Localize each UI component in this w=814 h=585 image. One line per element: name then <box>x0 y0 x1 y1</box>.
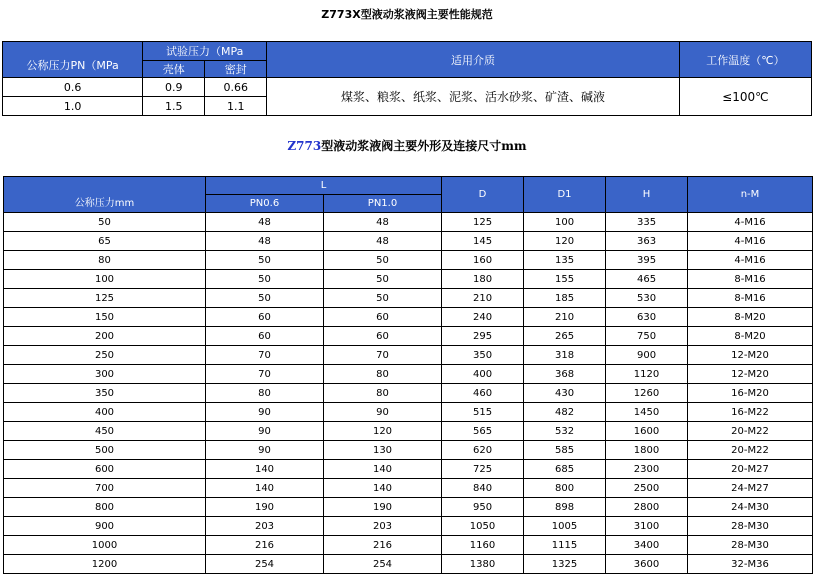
cell-n-m: 4-M16 <box>688 232 813 251</box>
cell-d1: 532 <box>524 422 606 441</box>
cell-h: 1120 <box>606 365 688 384</box>
cell-l-pn10: 80 <box>324 384 442 403</box>
cell-d1: 185 <box>524 289 606 308</box>
cell-d1: 368 <box>524 365 606 384</box>
cell-n-m: 16-M22 <box>688 403 813 422</box>
cell-nominal: 800 <box>4 498 206 517</box>
cell-d1: 120 <box>524 232 606 251</box>
cell-l-pn10: 130 <box>324 441 442 460</box>
table-row <box>4 441 813 460</box>
cell-l-pn06: 140 <box>206 479 324 498</box>
cell-nominal: 150 <box>4 308 206 327</box>
cell-l-pn10: 140 <box>324 479 442 498</box>
cell-d1: 155 <box>524 270 606 289</box>
cell-n-m: 28-M30 <box>688 536 813 555</box>
cell-nominal: 350 <box>4 384 206 403</box>
cell-d1: 482 <box>524 403 606 422</box>
table-row <box>4 403 813 422</box>
cell-l-pn10: 50 <box>324 251 442 270</box>
header-H: H <box>606 177 688 213</box>
cell-h: 2300 <box>606 460 688 479</box>
cell-n-m: 8-M20 <box>688 327 813 346</box>
cell-nominal: 450 <box>4 422 206 441</box>
cell-l-pn06: 48 <box>206 213 324 232</box>
cell-d1: 100 <box>524 213 606 232</box>
header-seal: 密封 <box>205 61 267 78</box>
cell-d: 725 <box>442 460 524 479</box>
cell-nominal: 250 <box>4 346 206 365</box>
table-row <box>4 327 813 346</box>
cell-d1: 318 <box>524 346 606 365</box>
cell-nominal: 300 <box>4 365 206 384</box>
cell-l-pn06: 90 <box>206 403 324 422</box>
cell-h: 1800 <box>606 441 688 460</box>
cell-h: 363 <box>606 232 688 251</box>
cell-n-m: 20-M22 <box>688 441 813 460</box>
cell-l-pn06: 50 <box>206 289 324 308</box>
cell-nominal: 200 <box>4 327 206 346</box>
cell-d: 1160 <box>442 536 524 555</box>
cell-l-pn06: 254 <box>206 555 324 574</box>
cell-n-m: 24-M30 <box>688 498 813 517</box>
cell-n-m: 4-M16 <box>688 251 813 270</box>
dimensions-table <box>3 176 813 574</box>
cell-n-m: 4-M16 <box>688 213 813 232</box>
cell-nominal: 500 <box>4 441 206 460</box>
cell-l-pn06: 80 <box>206 384 324 403</box>
table-row <box>4 232 813 251</box>
cell-d: 1050 <box>442 517 524 536</box>
performance-table <box>2 41 812 116</box>
cell-temperature: ≤100℃ <box>679 78 811 116</box>
cell-l-pn10: 190 <box>324 498 442 517</box>
header-D: D <box>442 177 524 213</box>
cell-nominal: 1000 <box>4 536 206 555</box>
cell-l-pn10: 254 <box>324 555 442 574</box>
cell-d: 125 <box>442 213 524 232</box>
cell-n-m: 32-M36 <box>688 555 813 574</box>
cell-l-pn10: 50 <box>324 270 442 289</box>
header-nominal: 公称压力mm <box>4 177 206 213</box>
header-pn10: PN1.0 <box>324 195 442 213</box>
cell-h: 2800 <box>606 498 688 517</box>
cell-h: 395 <box>606 251 688 270</box>
cell-d: 160 <box>442 251 524 270</box>
table-row <box>4 460 813 479</box>
cell-h: 1450 <box>606 403 688 422</box>
cell-d1: 1115 <box>524 536 606 555</box>
header-test-pressure: 试验压力（MPa <box>143 42 267 61</box>
cell-nominal: 1200 <box>4 555 206 574</box>
table-row <box>4 536 813 555</box>
table-row <box>4 384 813 403</box>
cell-d1: 1005 <box>524 517 606 536</box>
table-row <box>4 555 813 574</box>
cell-l-pn06: 48 <box>206 232 324 251</box>
cell-nominal: 100 <box>4 270 206 289</box>
cell-d1: 135 <box>524 251 606 270</box>
cell-h: 335 <box>606 213 688 232</box>
cell-l-pn06: 216 <box>206 536 324 555</box>
cell-l-pn06: 50 <box>206 270 324 289</box>
cell-h: 3400 <box>606 536 688 555</box>
table-row <box>4 479 813 498</box>
cell-d1: 430 <box>524 384 606 403</box>
cell-l-pn10: 48 <box>324 232 442 251</box>
cell-l-pn10: 216 <box>324 536 442 555</box>
table-row <box>4 422 813 441</box>
cell-l-pn06: 70 <box>206 346 324 365</box>
cell-d: 240 <box>442 308 524 327</box>
cell-l-pn10: 203 <box>324 517 442 536</box>
dimensions-title-text: 型液动浆液阀主要外形及连接尺寸mm <box>321 139 527 153</box>
table-row <box>4 365 813 384</box>
cell-h: 630 <box>606 308 688 327</box>
cell-h: 900 <box>606 346 688 365</box>
cell-d: 840 <box>442 479 524 498</box>
cell-h: 750 <box>606 327 688 346</box>
cell-l-pn06: 60 <box>206 327 324 346</box>
cell-d: 400 <box>442 365 524 384</box>
dimensions-title-code: Z773 <box>287 139 322 153</box>
cell-d: 210 <box>442 289 524 308</box>
header-shell: 壳体 <box>143 61 205 78</box>
cell-l-pn10: 80 <box>324 365 442 384</box>
cell-d: 515 <box>442 403 524 422</box>
cell-nominal: 80 <box>4 251 206 270</box>
cell-d: 620 <box>442 441 524 460</box>
cell-nominal: 900 <box>4 517 206 536</box>
cell-l-pn10: 60 <box>324 327 442 346</box>
header-temperature: 工作温度（℃） <box>679 42 811 78</box>
cell-n-m: 24-M27 <box>688 479 813 498</box>
cell-d1: 800 <box>524 479 606 498</box>
cell-d: 295 <box>442 327 524 346</box>
cell-d1: 210 <box>524 308 606 327</box>
table-row <box>4 308 813 327</box>
cell-h: 2500 <box>606 479 688 498</box>
cell-l-pn10: 60 <box>324 308 442 327</box>
cell-n-m: 20-M22 <box>688 422 813 441</box>
cell-l-pn10: 90 <box>324 403 442 422</box>
cell-l-pn06: 50 <box>206 251 324 270</box>
cell-d1: 265 <box>524 327 606 346</box>
cell-d1: 685 <box>524 460 606 479</box>
cell-l-pn06: 60 <box>206 308 324 327</box>
table-row <box>4 289 813 308</box>
cell-n-m: 8-M20 <box>688 308 813 327</box>
cell-d1: 1325 <box>524 555 606 574</box>
table-row <box>4 346 813 365</box>
cell-l-pn10: 70 <box>324 346 442 365</box>
header-nominal-pressure: 公称压力PN（MPa <box>3 42 143 78</box>
header-nM: n-M <box>688 177 813 213</box>
cell-h: 3100 <box>606 517 688 536</box>
cell-nominal: 65 <box>4 232 206 251</box>
header-D1: D1 <box>524 177 606 213</box>
dimensions-title <box>0 137 814 154</box>
cell-d: 950 <box>442 498 524 517</box>
cell-h: 1600 <box>606 422 688 441</box>
cell-l-pn06: 190 <box>206 498 324 517</box>
cell-d: 145 <box>442 232 524 251</box>
performance-title: Z773X型液动浆液阀主要性能规范 <box>321 8 493 21</box>
dimensions-body <box>4 213 813 574</box>
cell-shell: 1.5 <box>143 97 205 116</box>
cell-seal: 0.66 <box>205 78 267 97</box>
cell-nominal: 600 <box>4 460 206 479</box>
cell-h: 1260 <box>606 384 688 403</box>
cell-pn: 0.6 <box>3 78 143 97</box>
cell-h: 465 <box>606 270 688 289</box>
cell-l-pn10: 120 <box>324 422 442 441</box>
table-row <box>4 517 813 536</box>
cell-nominal: 125 <box>4 289 206 308</box>
cell-l-pn10: 48 <box>324 213 442 232</box>
cell-shell: 0.9 <box>143 78 205 97</box>
cell-d: 1380 <box>442 555 524 574</box>
table-row <box>4 213 813 232</box>
cell-d1: 898 <box>524 498 606 517</box>
cell-n-m: 28-M30 <box>688 517 813 536</box>
cell-l-pn06: 140 <box>206 460 324 479</box>
cell-n-m: 20-M27 <box>688 460 813 479</box>
cell-nominal: 700 <box>4 479 206 498</box>
header-L: L <box>206 177 442 195</box>
cell-nominal: 400 <box>4 403 206 422</box>
header-medium: 适用介质 <box>267 42 680 78</box>
cell-pn: 1.0 <box>3 97 143 116</box>
table-row <box>3 78 812 97</box>
cell-nominal: 50 <box>4 213 206 232</box>
cell-d: 180 <box>442 270 524 289</box>
cell-seal: 1.1 <box>205 97 267 116</box>
cell-n-m: 12-M20 <box>688 365 813 384</box>
cell-l-pn06: 70 <box>206 365 324 384</box>
cell-n-m: 16-M20 <box>688 384 813 403</box>
cell-l-pn10: 50 <box>324 289 442 308</box>
cell-h: 530 <box>606 289 688 308</box>
cell-l-pn06: 90 <box>206 441 324 460</box>
header-pn06: PN0.6 <box>206 195 324 213</box>
cell-h: 3600 <box>606 555 688 574</box>
cell-n-m: 8-M16 <box>688 270 813 289</box>
cell-medium: 煤浆、粮浆、纸浆、泥浆、活水砂浆、矿渣、碱液 <box>267 78 680 116</box>
cell-d: 565 <box>442 422 524 441</box>
cell-d: 460 <box>442 384 524 403</box>
table-row <box>4 498 813 517</box>
cell-l-pn06: 203 <box>206 517 324 536</box>
table-row <box>4 251 813 270</box>
table-row <box>4 270 813 289</box>
cell-n-m: 12-M20 <box>688 346 813 365</box>
cell-d1: 585 <box>524 441 606 460</box>
cell-l-pn06: 90 <box>206 422 324 441</box>
cell-l-pn10: 140 <box>324 460 442 479</box>
cell-d: 350 <box>442 346 524 365</box>
cell-n-m: 8-M16 <box>688 289 813 308</box>
